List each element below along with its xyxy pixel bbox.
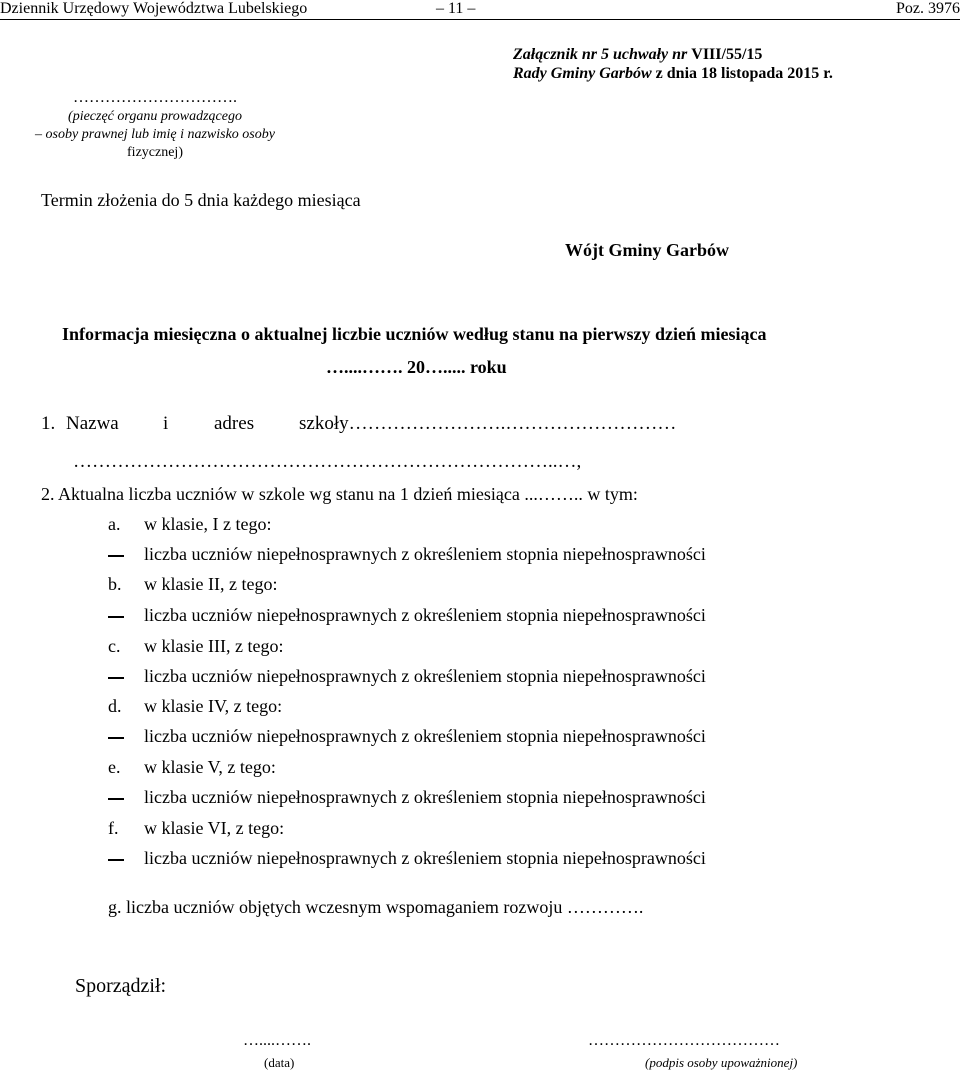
disabled-line-d: liczba uczniów niepełnosprawnych z określeniem stopnia niepełnosprawności bbox=[144, 726, 706, 746]
annex-line-2: Rady Gminy Garbów z dnia 18 listopada 2015 r. bbox=[513, 65, 833, 82]
date-dots: …....……. bbox=[243, 1032, 311, 1049]
class-e-letter: e. bbox=[108, 757, 121, 777]
item-g-label: g. liczba uczniów objętych wczesnym wspomaganiem rozwoju …………. bbox=[108, 897, 644, 917]
dash-a bbox=[108, 555, 124, 557]
dash-b bbox=[108, 616, 124, 618]
header-rule bbox=[0, 19, 960, 20]
document-title: Informacja miesięczna o aktualnej liczbie uczniów według stanu na pierwszy dzień miesiąca bbox=[62, 324, 767, 344]
dash-d bbox=[108, 737, 124, 739]
stamp-line-1: (pieczęć organu prowadzącego bbox=[68, 109, 242, 124]
dash-e bbox=[108, 798, 124, 800]
disabled-line-e: liczba uczniów niepełnosprawnych z określeniem stopnia niepełnosprawności bbox=[144, 787, 706, 807]
stamp-line-3: fizycznej) bbox=[127, 145, 183, 160]
class-d-letter: d. bbox=[108, 696, 122, 716]
disabled-line-b: liczba uczniów niepełnosprawnych z określeniem stopnia niepełnosprawności bbox=[144, 605, 706, 625]
item-1-word-nazwa: Nazwa bbox=[66, 413, 119, 434]
signature-dots: ……………………………… bbox=[588, 1032, 780, 1049]
item-1-word-i: i bbox=[163, 413, 169, 434]
journal-title: Dziennik Urzędowy Województwa Lubelskiego bbox=[0, 0, 308, 17]
class-e-label: w klasie V, z tego: bbox=[144, 757, 276, 777]
item-1-word-adres: adres bbox=[214, 413, 255, 434]
dash-f bbox=[108, 859, 124, 861]
disabled-line-a: liczba uczniów niepełnosprawnych z określeniem stopnia niepełnosprawności bbox=[144, 544, 706, 564]
disabled-line-c: liczba uczniów niepełnosprawnych z określeniem stopnia niepełnosprawności bbox=[144, 666, 706, 686]
class-a-label: w klasie, I z tego: bbox=[144, 514, 272, 534]
disabled-line-f: liczba uczniów niepełnosprawnych z określeniem stopnia niepełnosprawności bbox=[144, 848, 706, 868]
signature-label: (podpis osoby upoważnionej) bbox=[645, 1055, 798, 1070]
item-1-continuation: …………………………………………………………………..…, bbox=[73, 451, 582, 472]
class-c-letter: c. bbox=[108, 636, 121, 656]
stamp-line-2: – osoby prawnej lub imię i nazwisko osoby bbox=[35, 127, 275, 142]
class-a-letter: a. bbox=[108, 514, 121, 534]
stamp-block bbox=[0, 88, 310, 162]
class-f-label: w klasie VI, z tego: bbox=[144, 818, 285, 838]
class-c-label: w klasie III, z tego: bbox=[144, 636, 284, 656]
page-number: – 11 – bbox=[436, 0, 476, 17]
item-1-number: 1. bbox=[41, 413, 56, 434]
document-title-date: …....……. 20…..... roku bbox=[326, 357, 507, 377]
date-label: (data) bbox=[264, 1055, 295, 1070]
position-number: Poz. 3976 bbox=[896, 0, 960, 17]
class-d-label: w klasie IV, z tego: bbox=[144, 696, 283, 716]
annex-line-1: Załącznik nr 5 uchwały nr VIII/55/15 bbox=[513, 46, 763, 63]
dash-c bbox=[108, 677, 124, 679]
class-b-letter: b. bbox=[108, 574, 122, 594]
item-2-label: 2. Aktualna liczba uczniów w szkole wg stanu na 1 dzień miesiąca ...…….. w tym: bbox=[41, 484, 638, 504]
stamp-dots: …………………………. bbox=[73, 89, 237, 106]
item-1-school-field: szkoły…………………….……………………… bbox=[299, 413, 677, 434]
recipient: Wójt Gminy Garbów bbox=[565, 240, 729, 260]
deadline-text: Termin złożenia do 5 dnia każdego miesiąca bbox=[41, 190, 361, 210]
class-f-letter: f. bbox=[108, 818, 119, 838]
class-b-label: w klasie II, z tego: bbox=[144, 574, 278, 594]
prepared-by-label: Sporządził: bbox=[75, 975, 167, 997]
